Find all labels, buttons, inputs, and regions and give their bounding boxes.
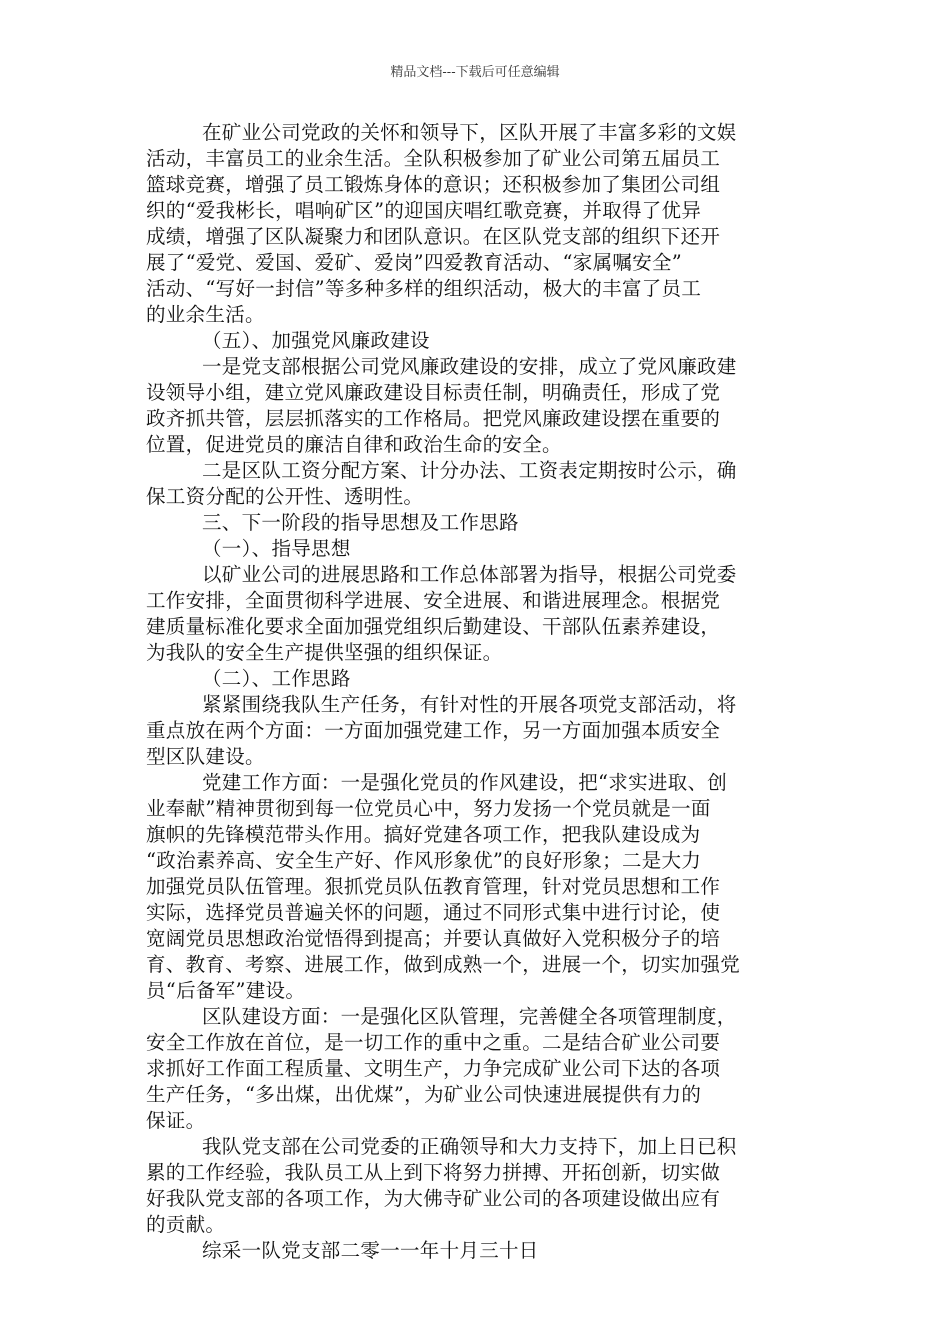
text-line: 旗帜的先锋模范带头作用。搞好党建各项工作，把我队建设成为 [146, 823, 701, 846]
text-line: 活动、“写好一封信”等多种多样的组织活动，极大的丰富了员工 [146, 277, 702, 300]
text-line: （二）、工作思路 [202, 667, 351, 690]
text-line: 保工资分配的公开性、透明性。 [146, 485, 424, 508]
text-line: 宽阔党员思想政治觉悟得到提高；并要认真做好入党积极分子的培 [146, 927, 721, 950]
text-line: （一）、指导思想 [202, 537, 351, 560]
text-line: 三、下一阶段的指导思想及工作思路 [202, 511, 519, 534]
text-line: 紧紧围绕我队生产任务，有针对性的开展各项党支部活动，将 [202, 693, 737, 716]
text-line: 为我队的安全生产提供坚强的组织保证。 [146, 641, 503, 664]
text-line: （五）、加强党风廉政建设 [202, 329, 430, 352]
text-line: 活动，丰富员工的业余生活。全队积极参加了矿业公司第五届员工 [146, 147, 721, 170]
text-line: 实际，选择党员普遍关怀的问题，通过不同形式集中进行讨论，使 [146, 901, 721, 924]
text-line: 生产任务，“多出煤，出优煤”，为矿业公司快速进展提供有力的 [146, 1083, 702, 1106]
text-line: 党建工作方面：一是强化党员的作风建设，把“求实进取、创 [202, 771, 728, 794]
text-line: 位置，促进党员的廉洁自律和政治生命的安全。 [146, 433, 562, 456]
text-line: 保证。 [146, 1109, 206, 1132]
text-line: 在矿业公司党政的关怀和领导下，区队开展了丰富多彩的文娱 [202, 121, 737, 144]
text-line: 型区队建设。 [146, 745, 265, 768]
text-line: 重点放在两个方面：一方面加强党建工作，另一方面加强本质安全 [146, 719, 721, 742]
text-line: 员“后备军”建设。 [146, 979, 306, 1002]
text-line: 政齐抓共管，层层抓落实的工作格局。把党风廉政建设摆在重要的 [146, 407, 721, 430]
text-line: 业奉献”精神贯彻到每一位党员心中，努力发扬一个党员就是一面 [146, 797, 711, 820]
text-line: 展了“爱党、爱国、爱矿、爱岗”四爱教育活动、“家属嘱安全” [146, 251, 683, 274]
text-line: 以矿业公司的进展思路和工作总体部署为指导，根据公司党委 [202, 563, 737, 586]
text-line: 建质量标准化要求全面加强党组织后勤建设、干部队伍素养建设， [146, 615, 721, 638]
text-line: 我队党支部在公司党委的正确领导和大力支持下，加上日已积 [202, 1135, 737, 1158]
text-line: 好我队党支部的各项工作，为大佛寺矿业公司的各项建设做出应有 [146, 1187, 721, 1210]
text-line: 加强党员队伍管理。狠抓党员队伍教育管理，针对党员思想和工作 [146, 875, 721, 898]
page-header: 精品文档---下载后可任意编辑 [390, 65, 560, 80]
text-line: 育、教育、考察、进展工作，做到成熟一个，进展一个，切实加强党 [146, 953, 741, 976]
text-line: 篮球竞赛，增强了员工锻炼身体的意识；还积极参加了集团公司组 [146, 173, 721, 196]
text-line: 设领导小组，建立党风廉政建设目标责任制，明确责任，形成了党 [146, 381, 721, 404]
text-line: 工作安排，全面贯彻科学进展、安全进展、和谐进展理念。根据党 [146, 589, 721, 612]
text-line: 一是党支部根据公司党风廉政建设的安排，成立了党风廉政建 [202, 355, 737, 378]
text-line: 区队建设方面：一是强化区队管理，完善健全各项管理制度， [202, 1005, 737, 1028]
text-line: 的贡献。 [146, 1213, 226, 1236]
text-line: 的业余生活。 [146, 303, 265, 326]
text-line: 织的“爱我彬长，唱响矿区”的迎国庆唱红歌竞赛，并取得了优异 [146, 199, 702, 222]
text-line: 求抓好工作面工程质量、文明生产，力争完成矿业公司下达的各项 [146, 1057, 721, 1080]
text-line: 综采一队党支部二零一一年十月三十日 [202, 1239, 539, 1262]
document-body [146, 120, 806, 1264]
text-line: 安全工作放在首位，是一切工作的重中之重。二是结合矿业公司要 [146, 1031, 721, 1054]
text-line: “政治素养高、安全生产好、作风形象优”的良好形象；二是大力 [146, 849, 702, 872]
text-line: 成绩，增强了区队凝聚力和团队意识。在区队党支部的组织下还开 [146, 225, 721, 248]
text-line: 累的工作经验，我队员工从上到下将努力拼搏、开拓创新，切实做 [146, 1161, 721, 1184]
text-line: 二是区队工资分配方案、计分办法、工资表定期按时公示，确 [202, 459, 737, 482]
